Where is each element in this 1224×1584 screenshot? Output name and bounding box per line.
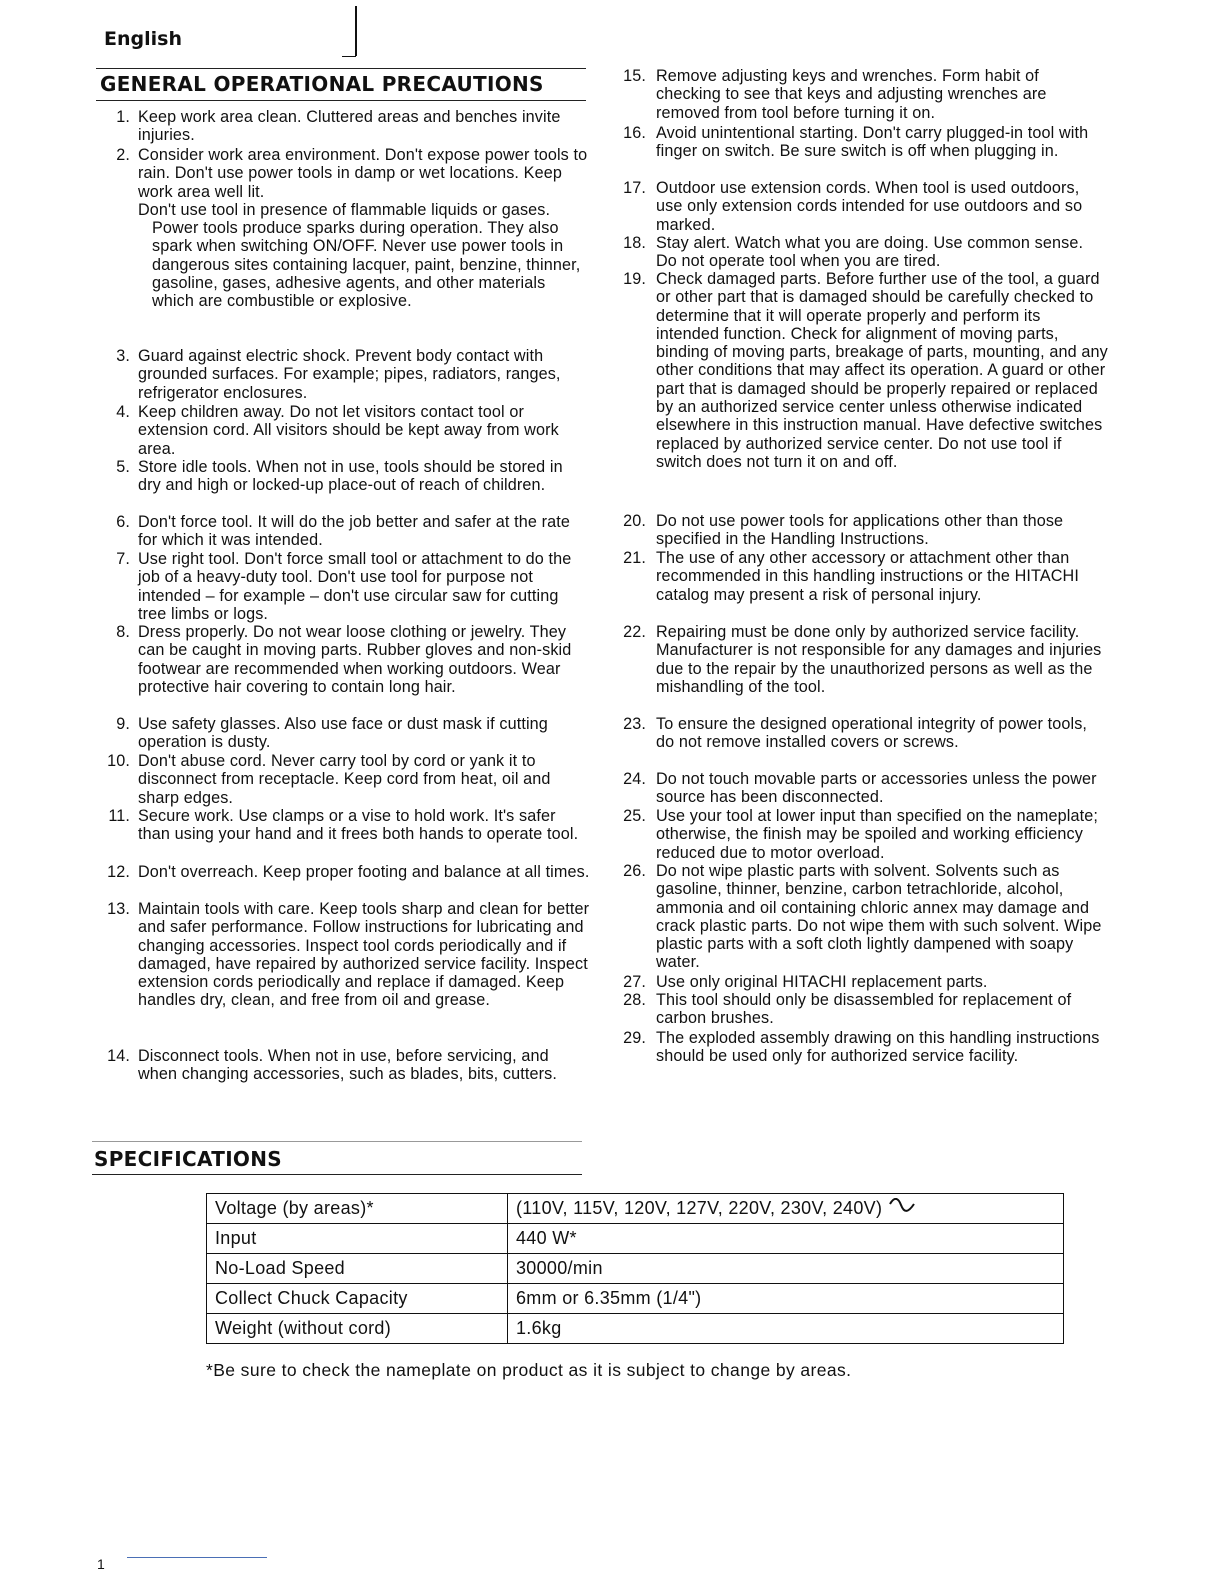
item-number: 9.	[116, 715, 130, 733]
item-number: 17.	[623, 179, 646, 197]
specifications-bottom-rule	[92, 1174, 582, 1175]
item-number: 25.	[623, 807, 646, 825]
precaution-item	[116, 623, 590, 696]
precaution-item	[116, 146, 590, 311]
item-number: 7.	[116, 550, 130, 568]
item-number: 16.	[623, 124, 646, 142]
item-number: 27.	[623, 973, 646, 991]
item-number: 22.	[623, 623, 646, 641]
item-number: 20.	[623, 512, 646, 530]
specifications-title: SPECIFICATIONS	[94, 1147, 282, 1171]
item-number: 24.	[623, 770, 646, 788]
precaution-item	[623, 1029, 1108, 1066]
item-text: Secure work. Use clamps or a vise to hold work. It's safer than using your hand and it frees both hands to operate tool.	[138, 807, 579, 844]
item-text: This tool should only be disassembled for replacement of carbon brushes.	[656, 991, 1072, 1028]
item-number: 11.	[108, 807, 130, 825]
precaution-item	[623, 623, 1108, 696]
spec-label: Input	[207, 1224, 508, 1254]
precaution-item	[108, 807, 590, 844]
item-text: Use only original HITACHI replacement parts.	[656, 973, 988, 991]
item-text: Consider work area environment. Don't expose power tools to rain. Don't use power tools in damp or wet locations. Keep work area well lit.	[138, 146, 588, 201]
item-text: Do not use power tools for applications other than those specified in the Handling Instructions.	[656, 512, 1064, 549]
item-number: 21.	[623, 549, 646, 567]
item-text: Power tools produce sparks during operation. They also spark when switching ON/OFF. Never use power tools in dangerous sites containing lacquer, paint, benzine, thinner, gasoline, gases, adhesive agents, and other materials which are combustible or explosive.	[152, 219, 581, 311]
item-number: 15.	[623, 67, 646, 85]
specifications-top-rule	[92, 1141, 582, 1142]
item-text: Don't overreach. Keep proper footing and balance at all times.	[138, 863, 590, 881]
item-number: 14.	[107, 1047, 130, 1065]
spec-value: 6mm or 6.35mm (1/4")	[508, 1284, 1064, 1314]
precaution-item	[107, 1047, 590, 1084]
footer-rule	[127, 1557, 267, 1558]
item-text: Do not touch movable parts or accessories unless the power source has been disconnected.	[656, 770, 1097, 807]
spec-label: No-Load Speed	[207, 1254, 508, 1284]
precaution-item	[116, 513, 590, 550]
precaution-item	[116, 403, 590, 458]
item-text: The exploded assembly drawing on this handling instructions should be used only for authorized service facility.	[656, 1029, 1100, 1066]
item-text: Check damaged parts. Before further use of the tool, a guard or other part that is damaged should be carefully checked to determine that it will operate properly and perform its intended function. Check for alignment of moving parts, binding of moving parts, breakage of parts, mounting, and any other conditions that may affect its operation. A guard or other part that is damaged should be properly repaired or replaced by an authorized service center unless otherwise indicated elsewhere in this instruction manual. Have defective switches replaced by authorized service center. Do not use tool if switch does not turn it on and off.	[656, 270, 1108, 471]
header-divider-foot	[342, 56, 356, 57]
item-number: 18.	[623, 234, 646, 252]
item-text: Avoid unintentional starting. Don't carry plugged-in tool with finger on switch. Be sure switch is off when plugging in.	[656, 124, 1089, 161]
item-text: Guard against electric shock. Prevent body contact with grounded surfaces. For example; pipes, radiators, ranges, refrigerator enclosures.	[138, 347, 561, 402]
precaution-item	[623, 512, 1108, 549]
item-number: 5.	[116, 458, 130, 476]
spec-value: (110V, 115V, 120V, 127V, 220V, 230V, 240V)	[516, 1197, 883, 1218]
precautions-bottom-rule	[96, 100, 586, 101]
precaution-item	[623, 549, 1108, 604]
specifications-table	[206, 1193, 1064, 1344]
precaution-item	[623, 770, 1108, 807]
spec-label: Voltage (by areas)*	[207, 1194, 508, 1224]
precaution-item	[623, 862, 1108, 972]
item-number: 4.	[116, 403, 130, 421]
precaution-item	[623, 124, 1108, 161]
item-number: 10.	[107, 752, 130, 770]
item-number: 29.	[623, 1029, 646, 1047]
precaution-item	[623, 807, 1108, 862]
precaution-item	[116, 715, 590, 752]
item-text: Disconnect tools. When not in use, before servicing, and when changing accessories, such as blades, bits, cutters.	[138, 1047, 557, 1084]
item-text: Keep children away. Do not let visitors contact tool or extension cord. All visitors should be kept away from work area.	[138, 403, 559, 458]
item-text: Remove adjusting keys and wrenches. Form habit of checking to see that keys and adjusting wrenches are removed from tool before turning it on.	[656, 67, 1047, 122]
spec-value: 440 W*	[508, 1224, 1064, 1254]
precautions-top-rule	[96, 68, 586, 69]
precaution-item	[107, 752, 590, 807]
language-label: English	[104, 28, 182, 50]
item-number: 13.	[107, 900, 130, 918]
item-text: Store idle tools. When not in use, tools should be stored in dry and high or locked-up place-out of reach of children.	[138, 458, 563, 495]
item-text: Don't abuse cord. Never carry tool by cord or yank it to disconnect from receptacle. Keep cord from heat, oil and sharp edges.	[138, 752, 551, 807]
spec-value: 30000/min	[508, 1254, 1064, 1284]
ac-current-icon	[888, 1198, 916, 1219]
spec-row	[207, 1314, 1064, 1344]
precaution-item	[623, 715, 1108, 752]
item-text: Keep work area clean. Cluttered areas and benches invite injuries.	[138, 108, 561, 145]
item-number: 26.	[623, 862, 646, 880]
precautions-title: GENERAL OPERATIONAL PRECAUTIONS	[100, 72, 544, 96]
item-text: Use right tool. Don't force small tool or attachment to do the job of a heavy-duty tool. Don't use tool for purpose not intended – for example – don't use circular saw for cutting tree limbs or logs.	[138, 550, 572, 623]
item-number: 3.	[116, 347, 130, 365]
precaution-item	[107, 863, 590, 881]
item-text: Don't use tool in presence of flammable liquids or gases.	[138, 200, 551, 219]
item-text: Stay alert. Watch what you are doing. Use common sense. Do not operate tool when you are tired.	[656, 234, 1084, 271]
item-text: Dress properly. Do not wear loose clothing or jewelry. They can be caught in moving parts. Rubber gloves and non-skid footwear are recommended when working outdoors. Wear protective hair covering to contain long hair.	[138, 623, 572, 696]
item-text: Do not wipe plastic parts with solvent. Solvents such as gasoline, thinner, benzine, carbon tetrachloride, alcohol, ammonia and oil containing chloric annex may damage and crack plastic parts. Do not wipe them with such solvent. Wipe plastic parts with a soft cloth lightly dampened with soapy water.	[656, 862, 1102, 972]
spec-label: Weight (without cord)	[207, 1314, 508, 1344]
spec-row	[207, 1224, 1064, 1254]
item-number: 19.	[623, 270, 646, 288]
page-mark: 1	[97, 1556, 105, 1572]
precaution-item	[116, 108, 590, 145]
precaution-item	[623, 67, 1108, 122]
item-number: 23.	[623, 715, 646, 733]
item-text: Outdoor use extension cords. When tool is used outdoors, use only extension cords intended for use outdoors and so marked.	[656, 179, 1083, 234]
item-text: Use safety glasses. Also use face or dust mask if cutting operation is dusty.	[138, 715, 548, 752]
precaution-item	[623, 234, 1108, 271]
item-text: To ensure the designed operational integrity of power tools, do not remove installed covers or screws.	[656, 715, 1088, 752]
spec-row	[207, 1284, 1064, 1314]
item-number: 1.	[116, 108, 130, 126]
item-text: Repairing must be done only by authorized service facility. Manufacturer is not responsible for any damages and injuries due to the repair by the unauthorized persons as well as the mishandling of the tool.	[656, 623, 1102, 696]
item-number: 12.	[107, 863, 130, 881]
spec-label: Collect Chuck Capacity	[207, 1284, 508, 1314]
item-number: 8.	[116, 623, 130, 641]
spec-value-cell	[508, 1194, 1064, 1224]
spec-row	[207, 1254, 1064, 1284]
precaution-item	[623, 270, 1108, 471]
item-text: Don't force tool. It will do the job better and safer at the rate for which it was intended.	[138, 513, 571, 550]
spec-value: 1.6kg	[508, 1314, 1064, 1344]
item-text: Use your tool at lower input than specified on the nameplate; otherwise, the finish may be spoiled and working efficiency reduced due to motor overload.	[656, 807, 1098, 862]
spec-row	[207, 1194, 1064, 1224]
precaution-item	[623, 179, 1108, 234]
specifications-footnote: *Be sure to check the nameplate on product as it is subject to change by areas.	[206, 1360, 852, 1380]
item-text: Maintain tools with care. Keep tools sharp and clean for better and safer performance. Follow instructions for lubricating and changing accessories. Inspect tool cords periodically and if damaged, have repaired by authorized service facility. Inspect extension cords periodically and replace if damaged. Keep handles dry, clean, and free from oil and grease.	[138, 900, 590, 1010]
item-number: 28.	[623, 991, 646, 1009]
precaution-item	[623, 991, 1108, 1028]
precaution-item	[623, 973, 1108, 991]
precaution-item	[116, 458, 590, 495]
item-number: 6.	[116, 513, 130, 531]
header-divider	[355, 6, 357, 56]
precaution-item	[107, 900, 590, 1010]
item-number: 2.	[116, 146, 130, 164]
item-text: The use of any other accessory or attachment other than recommended in this handling instructions or the HITACHI catalog may present a risk of personal injury.	[656, 549, 1079, 604]
precaution-item	[116, 550, 590, 623]
precaution-item	[116, 347, 590, 402]
